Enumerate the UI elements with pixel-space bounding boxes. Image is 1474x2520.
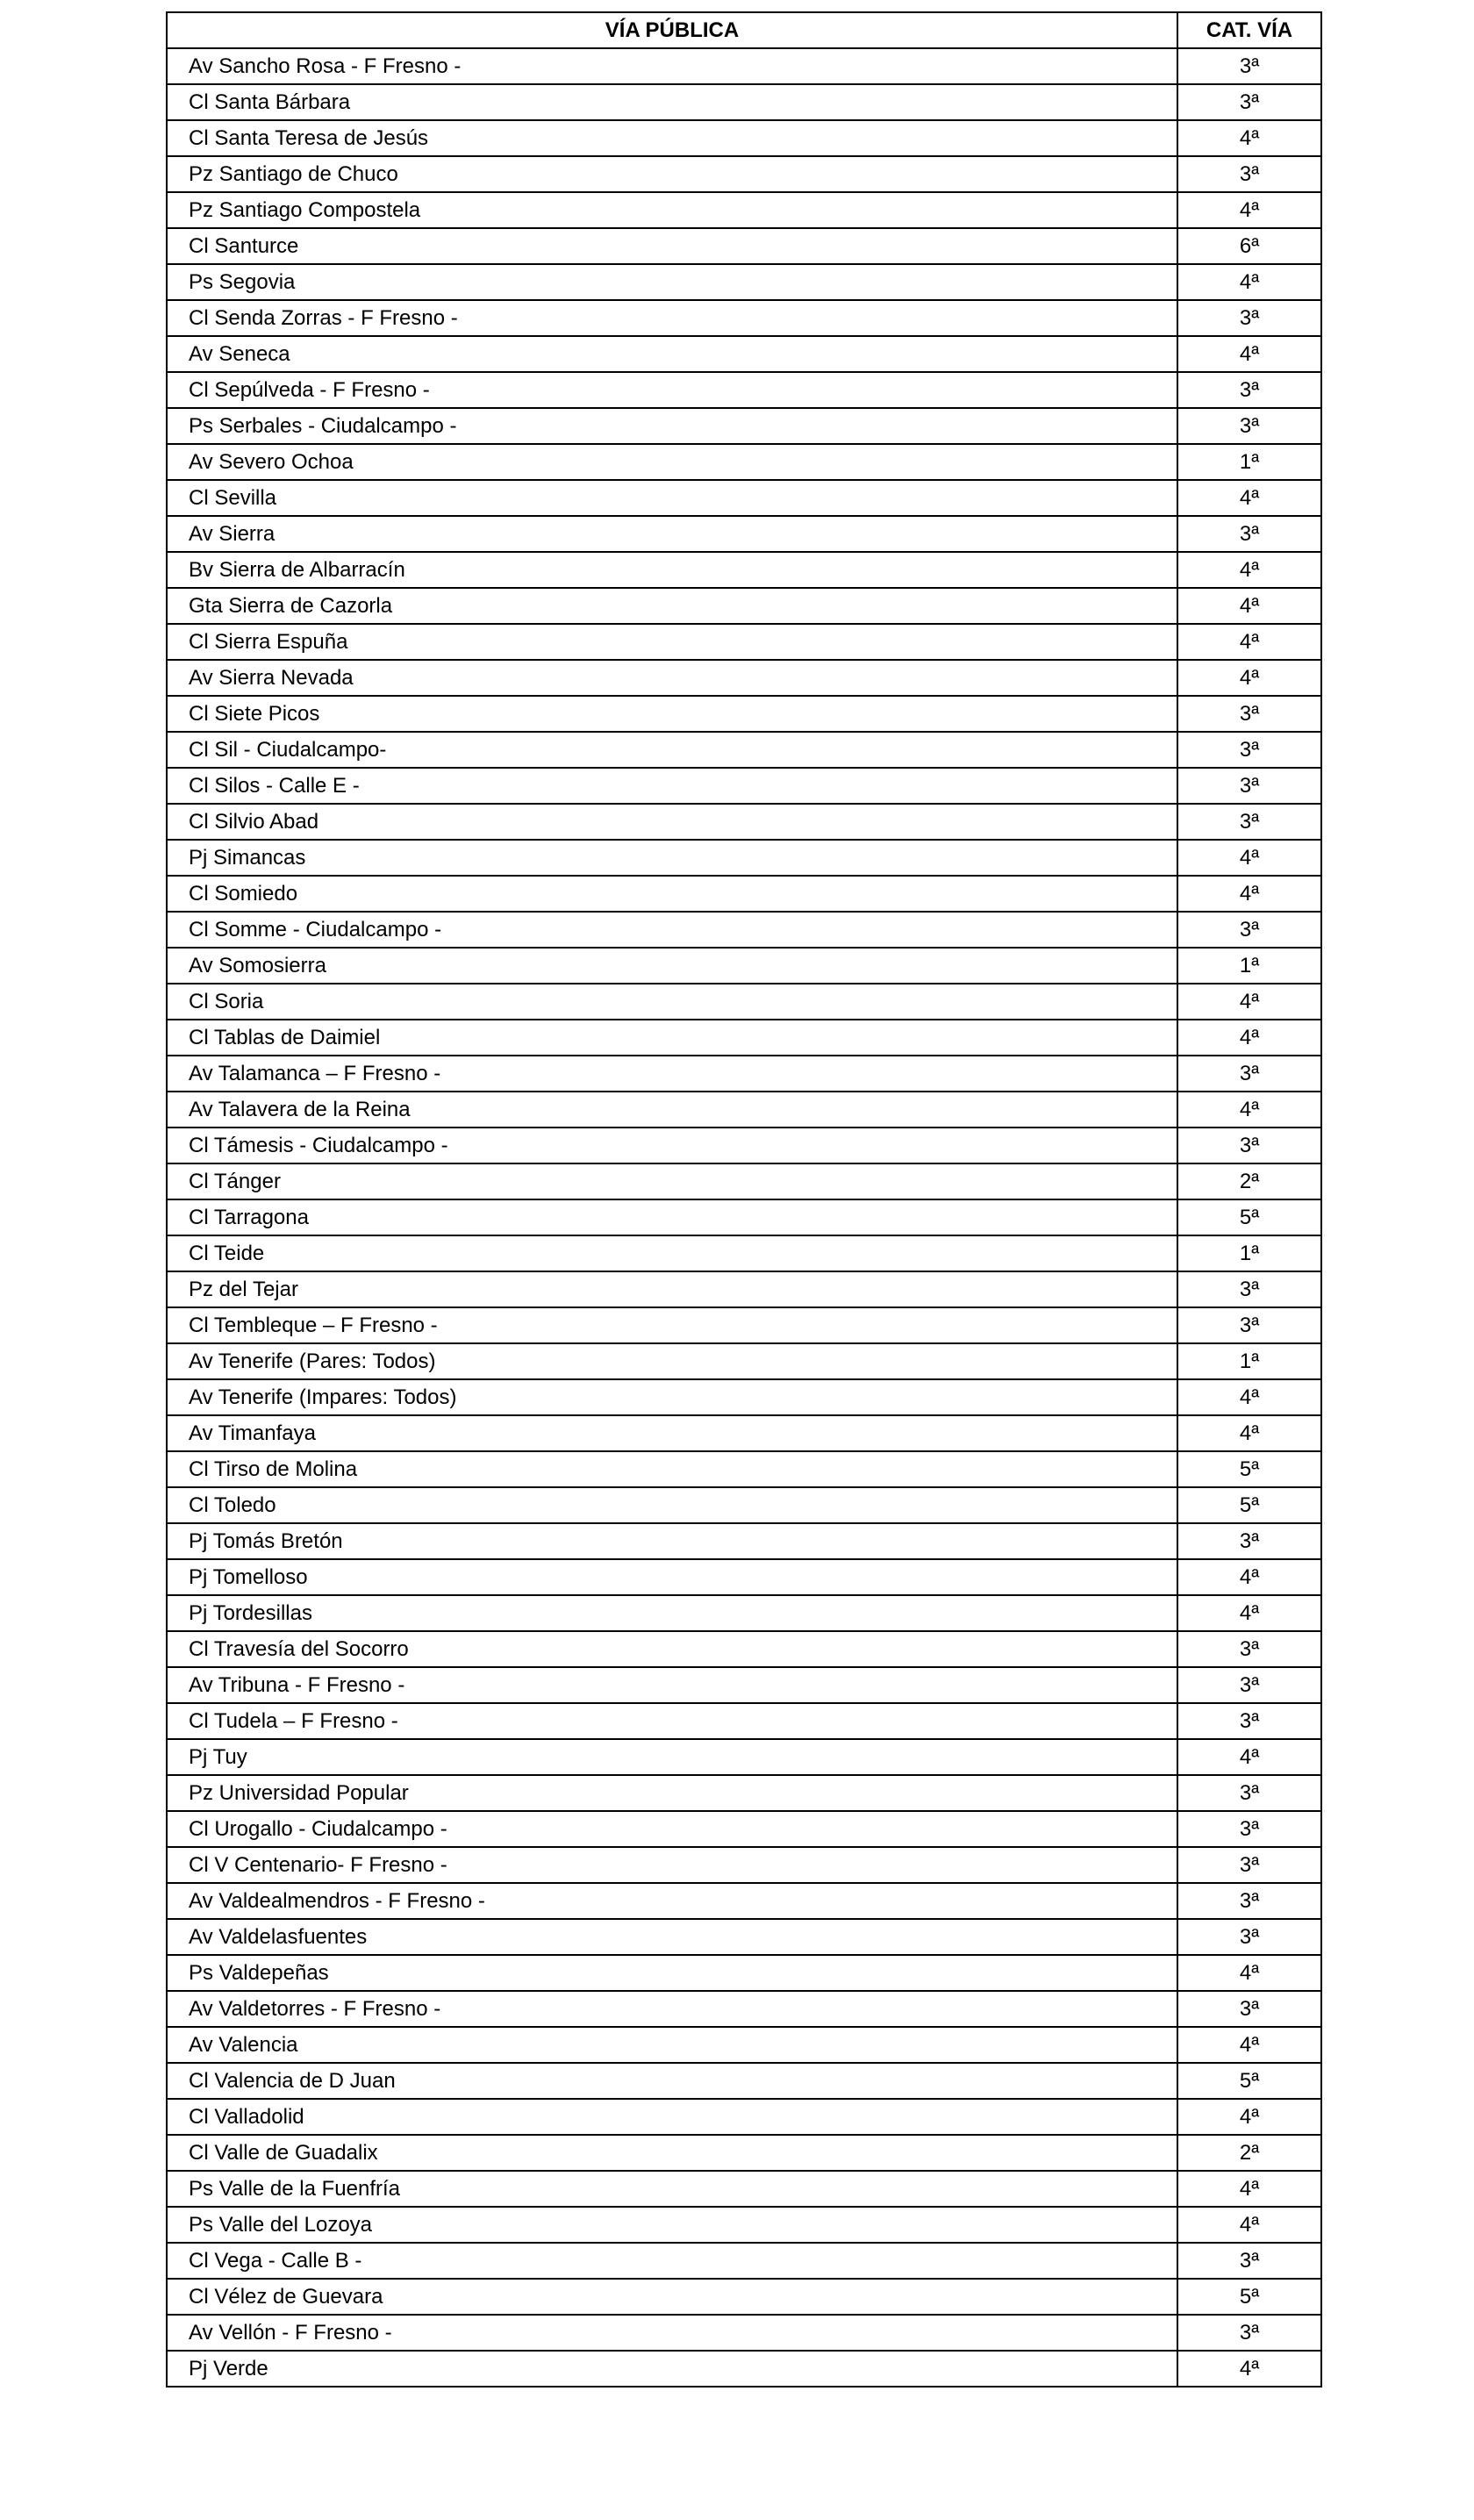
street-category-cell: 3ª bbox=[1177, 732, 1321, 768]
street-name-cell: Pj Tuy bbox=[167, 1739, 1177, 1775]
street-name-cell: Pz Santiago Compostela bbox=[167, 192, 1177, 228]
street-category-cell: 4ª bbox=[1177, 552, 1321, 588]
street-category-cell: 3ª bbox=[1177, 1919, 1321, 1955]
street-category-cell: 3ª bbox=[1177, 1703, 1321, 1739]
streets-category-table bbox=[166, 11, 1322, 2388]
table-row bbox=[167, 2063, 1321, 2099]
street-name-cell: Ps Valdepeñas bbox=[167, 1955, 1177, 1991]
street-category-cell: 4ª bbox=[1177, 624, 1321, 660]
street-category-cell: 4ª bbox=[1177, 264, 1321, 300]
street-category-cell: 4ª bbox=[1177, 984, 1321, 1020]
table-header-row bbox=[167, 12, 1321, 48]
street-category-cell: 6ª bbox=[1177, 228, 1321, 264]
table-row bbox=[167, 624, 1321, 660]
street-name-cell: Av Somosierra bbox=[167, 948, 1177, 984]
street-category-cell: 4ª bbox=[1177, 2207, 1321, 2243]
street-name-cell: Av Tribuna - F Fresno - bbox=[167, 1667, 1177, 1703]
street-name-cell: Av Seneca bbox=[167, 336, 1177, 372]
table-row bbox=[167, 264, 1321, 300]
street-category-cell: 5ª bbox=[1177, 2063, 1321, 2099]
street-category-cell: 4ª bbox=[1177, 1955, 1321, 1991]
street-category-cell: 3ª bbox=[1177, 1523, 1321, 1559]
street-name-cell: Cl Sepúlveda - F Fresno - bbox=[167, 372, 1177, 408]
table-row bbox=[167, 2315, 1321, 2351]
street-category-cell: 4ª bbox=[1177, 588, 1321, 624]
street-name-cell: Pj Tordesillas bbox=[167, 1595, 1177, 1631]
street-name-cell: Pz del Tejar bbox=[167, 1271, 1177, 1307]
street-name-cell: Ps Valle del Lozoya bbox=[167, 2207, 1177, 2243]
street-category-cell: 3ª bbox=[1177, 1667, 1321, 1703]
table-row bbox=[167, 696, 1321, 732]
street-name-cell: Cl Valladolid bbox=[167, 2099, 1177, 2135]
street-category-cell: 3ª bbox=[1177, 1056, 1321, 1092]
street-name-cell: Cl Santa Teresa de Jesús bbox=[167, 120, 1177, 156]
street-category-cell: 4ª bbox=[1177, 2171, 1321, 2207]
table-row bbox=[167, 1092, 1321, 1128]
street-name-cell: Pj Tomelloso bbox=[167, 1559, 1177, 1595]
table-row bbox=[167, 2135, 1321, 2171]
street-category-cell: 5ª bbox=[1177, 1451, 1321, 1487]
street-category-cell: 3ª bbox=[1177, 1883, 1321, 1919]
table-row bbox=[167, 1235, 1321, 1271]
street-category-cell: 3ª bbox=[1177, 300, 1321, 336]
street-name-cell: Cl Vélez de Guevara bbox=[167, 2279, 1177, 2315]
table-row bbox=[167, 1271, 1321, 1307]
table-row bbox=[167, 1163, 1321, 1199]
street-name-cell: Cl Vega - Calle B - bbox=[167, 2243, 1177, 2279]
table-row bbox=[167, 1703, 1321, 1739]
table-row bbox=[167, 1991, 1321, 2027]
street-category-cell: 4ª bbox=[1177, 1595, 1321, 1631]
table-row bbox=[167, 1883, 1321, 1919]
table-row bbox=[167, 336, 1321, 372]
street-category-cell: 3ª bbox=[1177, 156, 1321, 192]
table-row bbox=[167, 2027, 1321, 2063]
street-name-cell: Cl Travesía del Socorro bbox=[167, 1631, 1177, 1667]
table-row bbox=[167, 120, 1321, 156]
street-category-cell: 1ª bbox=[1177, 444, 1321, 480]
street-category-cell: 5ª bbox=[1177, 1487, 1321, 1523]
street-name-cell: Ps Serbales - Ciudalcampo - bbox=[167, 408, 1177, 444]
street-category-cell: 3ª bbox=[1177, 516, 1321, 552]
table-row bbox=[167, 876, 1321, 912]
table-row bbox=[167, 1919, 1321, 1955]
table-row bbox=[167, 768, 1321, 804]
street-name-cell: Av Valdelasfuentes bbox=[167, 1919, 1177, 1955]
street-category-cell: 2ª bbox=[1177, 2135, 1321, 2171]
street-category-cell: 4ª bbox=[1177, 120, 1321, 156]
street-name-cell: Cl Tirso de Molina bbox=[167, 1451, 1177, 1487]
street-category-cell: 4ª bbox=[1177, 1559, 1321, 1595]
street-category-cell: 4ª bbox=[1177, 840, 1321, 876]
street-name-cell: Av Valencia bbox=[167, 2027, 1177, 2063]
street-category-cell: 3ª bbox=[1177, 408, 1321, 444]
street-category-cell: 3ª bbox=[1177, 1847, 1321, 1883]
street-name-cell: Cl Teide bbox=[167, 1235, 1177, 1271]
table-row bbox=[167, 1343, 1321, 1379]
street-name-cell: Av Sancho Rosa - F Fresno - bbox=[167, 48, 1177, 84]
table-row bbox=[167, 660, 1321, 696]
street-name-cell: Cl Soria bbox=[167, 984, 1177, 1020]
street-category-cell: 3ª bbox=[1177, 1631, 1321, 1667]
street-category-cell: 4ª bbox=[1177, 480, 1321, 516]
street-category-cell: 3ª bbox=[1177, 768, 1321, 804]
street-category-cell: 4ª bbox=[1177, 876, 1321, 912]
table-row bbox=[167, 408, 1321, 444]
street-name-cell: Pj Simancas bbox=[167, 840, 1177, 876]
street-category-cell: 4ª bbox=[1177, 1739, 1321, 1775]
street-name-cell: Cl Somme - Ciudalcampo - bbox=[167, 912, 1177, 948]
street-category-cell: 4ª bbox=[1177, 1415, 1321, 1451]
street-category-cell: 4ª bbox=[1177, 1379, 1321, 1415]
street-name-cell: Pj Verde bbox=[167, 2351, 1177, 2387]
table-row bbox=[167, 48, 1321, 84]
street-name-cell: Cl Sil - Ciudalcampo- bbox=[167, 732, 1177, 768]
table-row bbox=[167, 984, 1321, 1020]
street-name-cell: Bv Sierra de Albarracín bbox=[167, 552, 1177, 588]
table-row bbox=[167, 1451, 1321, 1487]
street-name-cell: Av Valdetorres - F Fresno - bbox=[167, 1991, 1177, 2027]
table-row bbox=[167, 2279, 1321, 2315]
street-category-cell: 3ª bbox=[1177, 372, 1321, 408]
street-name-cell: Av Vellón - F Fresno - bbox=[167, 2315, 1177, 2351]
street-name-cell: Ps Valle de la Fuenfría bbox=[167, 2171, 1177, 2207]
street-name-cell: Av Talavera de la Reina bbox=[167, 1092, 1177, 1128]
table-row bbox=[167, 804, 1321, 840]
street-name-cell: Pz Universidad Popular bbox=[167, 1775, 1177, 1811]
street-name-cell: Cl Sevilla bbox=[167, 480, 1177, 516]
table-row bbox=[167, 1523, 1321, 1559]
street-name-cell: Cl Urogallo - Ciudalcampo - bbox=[167, 1811, 1177, 1847]
street-name-cell: Cl Santurce bbox=[167, 228, 1177, 264]
table-row bbox=[167, 372, 1321, 408]
street-name-cell: Cl Tablas de Daimiel bbox=[167, 1020, 1177, 1056]
street-category-cell: 3ª bbox=[1177, 1991, 1321, 2027]
table-row bbox=[167, 1199, 1321, 1235]
street-category-cell: 4ª bbox=[1177, 2351, 1321, 2387]
street-category-cell: 4ª bbox=[1177, 660, 1321, 696]
table-row bbox=[167, 1307, 1321, 1343]
street-category-cell: 4ª bbox=[1177, 192, 1321, 228]
street-category-cell: 3ª bbox=[1177, 48, 1321, 84]
header-cat-via: CAT. VÍA bbox=[1177, 12, 1321, 48]
table-row bbox=[167, 552, 1321, 588]
street-name-cell: Gta Sierra de Cazorla bbox=[167, 588, 1177, 624]
table-row bbox=[167, 2171, 1321, 2207]
street-category-cell: 2ª bbox=[1177, 1163, 1321, 1199]
table-row bbox=[167, 516, 1321, 552]
table-row bbox=[167, 1955, 1321, 1991]
table-row bbox=[167, 948, 1321, 984]
street-name-cell: Av Timanfaya bbox=[167, 1415, 1177, 1451]
table-row bbox=[167, 2207, 1321, 2243]
street-category-cell: 1ª bbox=[1177, 948, 1321, 984]
street-name-cell: Cl Tarragona bbox=[167, 1199, 1177, 1235]
street-category-cell: 1ª bbox=[1177, 1343, 1321, 1379]
table-row bbox=[167, 228, 1321, 264]
street-name-cell: Av Talamanca – F Fresno - bbox=[167, 1056, 1177, 1092]
street-category-cell: 3ª bbox=[1177, 2315, 1321, 2351]
street-name-cell: Cl Tembleque – F Fresno - bbox=[167, 1307, 1177, 1343]
table-row bbox=[167, 1667, 1321, 1703]
street-name-cell: Cl Senda Zorras - F Fresno - bbox=[167, 300, 1177, 336]
street-category-cell: 4ª bbox=[1177, 1020, 1321, 1056]
table-row bbox=[167, 2099, 1321, 2135]
street-name-cell: Av Tenerife (Impares: Todos) bbox=[167, 1379, 1177, 1415]
street-name-cell: Cl Tánger bbox=[167, 1163, 1177, 1199]
street-category-cell: 3ª bbox=[1177, 1811, 1321, 1847]
header-via-publica: VÍA PÚBLICA bbox=[167, 12, 1177, 48]
street-name-cell: Cl Toledo bbox=[167, 1487, 1177, 1523]
street-name-cell: Pj Tomás Bretón bbox=[167, 1523, 1177, 1559]
table-row bbox=[167, 480, 1321, 516]
table-row bbox=[167, 1379, 1321, 1415]
street-name-cell: Cl Silvio Abad bbox=[167, 804, 1177, 840]
street-name-cell: Cl Támesis - Ciudalcampo - bbox=[167, 1128, 1177, 1163]
street-name-cell: Av Tenerife (Pares: Todos) bbox=[167, 1343, 1177, 1379]
street-category-cell: 4ª bbox=[1177, 1092, 1321, 1128]
street-name-cell: Cl Siete Picos bbox=[167, 696, 1177, 732]
table-row bbox=[167, 1128, 1321, 1163]
street-category-cell: 3ª bbox=[1177, 1271, 1321, 1307]
street-category-cell: 5ª bbox=[1177, 2279, 1321, 2315]
table-row bbox=[167, 1847, 1321, 1883]
table-row bbox=[167, 444, 1321, 480]
street-category-cell: 4ª bbox=[1177, 2027, 1321, 2063]
street-category-cell: 4ª bbox=[1177, 336, 1321, 372]
street-name-cell: Cl Sierra Espuña bbox=[167, 624, 1177, 660]
table-row bbox=[167, 840, 1321, 876]
table-row bbox=[167, 156, 1321, 192]
street-category-cell: 5ª bbox=[1177, 1199, 1321, 1235]
street-name-cell: Cl Valle de Guadalix bbox=[167, 2135, 1177, 2171]
street-category-cell: 3ª bbox=[1177, 1307, 1321, 1343]
street-category-cell: 3ª bbox=[1177, 84, 1321, 120]
street-name-cell: Av Sierra Nevada bbox=[167, 660, 1177, 696]
street-category-cell: 3ª bbox=[1177, 2243, 1321, 2279]
street-name-cell: Cl Valencia de D Juan bbox=[167, 2063, 1177, 2099]
table-row bbox=[167, 1020, 1321, 1056]
street-category-cell: 3ª bbox=[1177, 696, 1321, 732]
table-row bbox=[167, 192, 1321, 228]
table-row bbox=[167, 1739, 1321, 1775]
street-name-cell: Cl V Centenario- F Fresno - bbox=[167, 1847, 1177, 1883]
street-name-cell: Av Valdealmendros - F Fresno - bbox=[167, 1883, 1177, 1919]
street-category-cell: 3ª bbox=[1177, 912, 1321, 948]
street-name-cell: Av Sierra bbox=[167, 516, 1177, 552]
street-category-cell: 3ª bbox=[1177, 804, 1321, 840]
table-row bbox=[167, 1559, 1321, 1595]
street-category-cell: 4ª bbox=[1177, 2099, 1321, 2135]
street-name-cell: Pz Santiago de Chuco bbox=[167, 156, 1177, 192]
table-body bbox=[167, 48, 1321, 2387]
table-row bbox=[167, 912, 1321, 948]
table-row bbox=[167, 84, 1321, 120]
street-name-cell: Cl Tudela – F Fresno - bbox=[167, 1703, 1177, 1739]
table-row bbox=[167, 1487, 1321, 1523]
street-name-cell: Ps Segovia bbox=[167, 264, 1177, 300]
street-category-cell: 1ª bbox=[1177, 1235, 1321, 1271]
street-category-cell: 3ª bbox=[1177, 1128, 1321, 1163]
table-row bbox=[167, 1775, 1321, 1811]
table-row bbox=[167, 1595, 1321, 1631]
street-category-cell: 3ª bbox=[1177, 1775, 1321, 1811]
table-row bbox=[167, 2243, 1321, 2279]
table-row bbox=[167, 1811, 1321, 1847]
table-row bbox=[167, 1415, 1321, 1451]
street-name-cell: Av Severo Ochoa bbox=[167, 444, 1177, 480]
table-row bbox=[167, 2351, 1321, 2387]
table-row bbox=[167, 588, 1321, 624]
street-name-cell: Cl Somiedo bbox=[167, 876, 1177, 912]
table-row bbox=[167, 300, 1321, 336]
street-name-cell: Cl Santa Bárbara bbox=[167, 84, 1177, 120]
table-row bbox=[167, 1056, 1321, 1092]
street-name-cell: Cl Silos - Calle E - bbox=[167, 768, 1177, 804]
table-row bbox=[167, 732, 1321, 768]
table-row bbox=[167, 1631, 1321, 1667]
